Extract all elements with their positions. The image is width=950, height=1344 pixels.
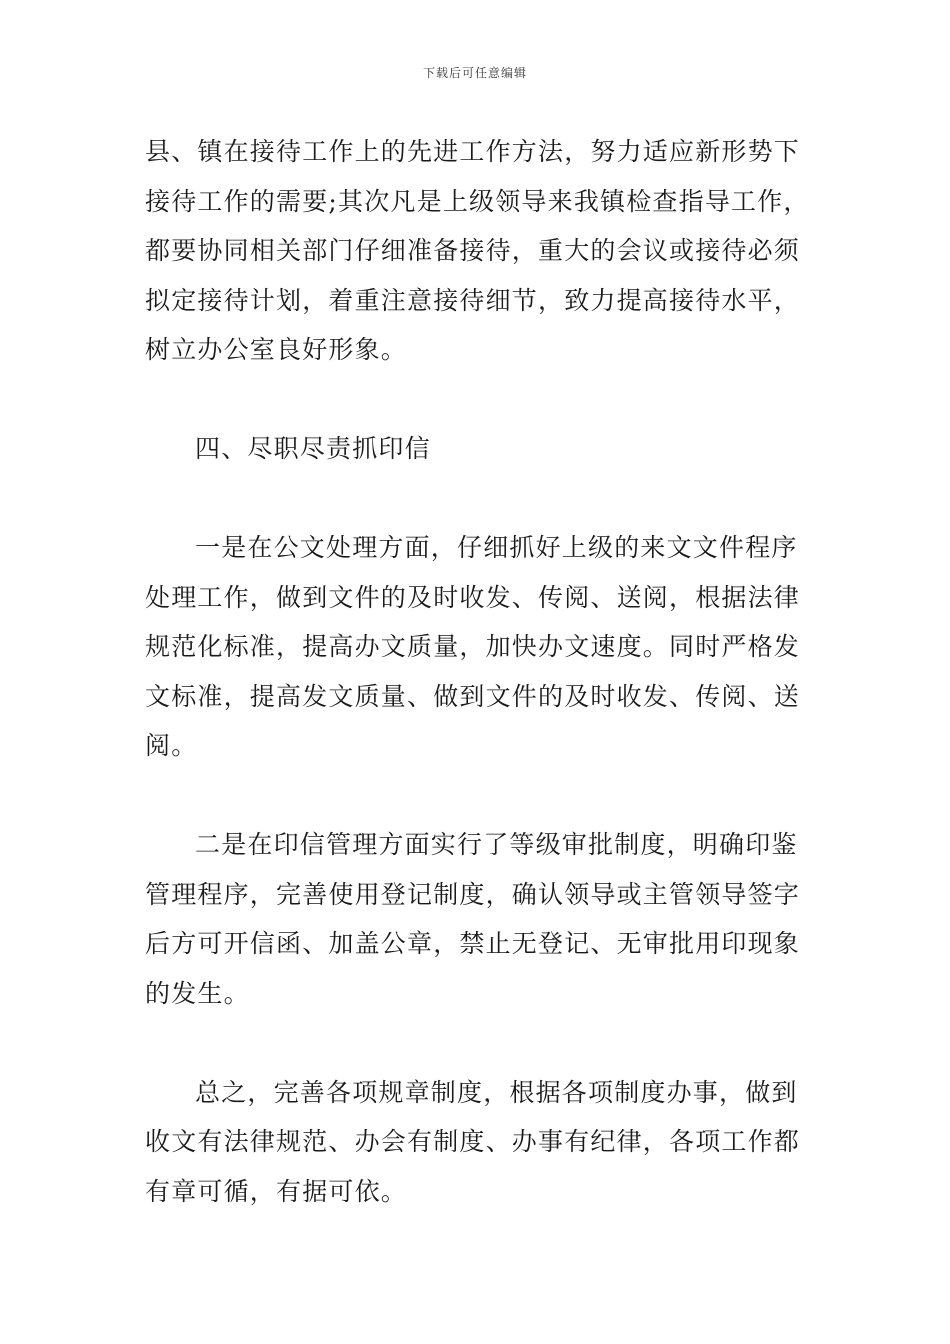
text-line: 接待工作的需要;其次凡是上级领导来我镇检查指导工作， <box>145 186 810 216</box>
text-line: 一是在公文处理方面，仔细抓好上级的来文文件程序 <box>195 533 798 562</box>
text-line: 县、镇在接待工作上的先进工作方法，努力适应新形势下 <box>145 137 801 166</box>
paragraph-gap <box>145 771 810 821</box>
paragraph-summary <box>145 1068 810 1217</box>
text-line: 二是在印信管理方面实行了等级审批制度，明确印鉴 <box>195 830 798 859</box>
text-line: 总之，完善各项规章制度，根据各项制度办事，做到 <box>195 1077 798 1107</box>
text-line: 后方可开信函、加盖公章，禁止无登记、无审批用印现象 <box>145 929 801 958</box>
paragraph-gap <box>145 375 810 425</box>
document-body <box>145 127 810 1216</box>
text-line: 管理程序，完善使用登记制度，确认领导或主管领导签字 <box>145 879 801 909</box>
text-line: 收文有法律规范、办会有制度、办事有纪律，各项工作都 <box>145 1127 801 1156</box>
section-heading: 四、尽职尽责抓印信 <box>195 434 431 463</box>
paragraph-seal-management <box>145 820 810 1018</box>
text-line: 规范化标准，提高办文质量，加快办文速度。同时严格发 <box>145 632 801 661</box>
paragraph-gap <box>145 1018 810 1068</box>
text-line: 阅。 <box>145 731 198 760</box>
text-line: 都要协同相关部门仔细准备接待，重大的会议或接待必须 <box>145 236 801 265</box>
text-line: 有章可循，有据可依。 <box>145 1176 408 1206</box>
text-line: 文标准，提高发文质量、做到文件的及时收发、传阅、送 <box>145 681 801 711</box>
header-note: 下载后可任意编辑 <box>422 66 527 80</box>
text-line: 拟定接待计划，着重注意接待细节，致力提高接待水平， <box>145 285 801 315</box>
paragraph-official-documents <box>145 523 810 771</box>
text-line: 树立办公室良好形象。 <box>145 335 408 364</box>
text-line: 的发生。 <box>145 978 250 1008</box>
continuation-paragraph <box>145 127 810 375</box>
text-line: 处理工作，做到文件的及时收发、传阅、送阅，根据法律 <box>145 582 801 612</box>
paragraph-gap <box>145 474 810 524</box>
